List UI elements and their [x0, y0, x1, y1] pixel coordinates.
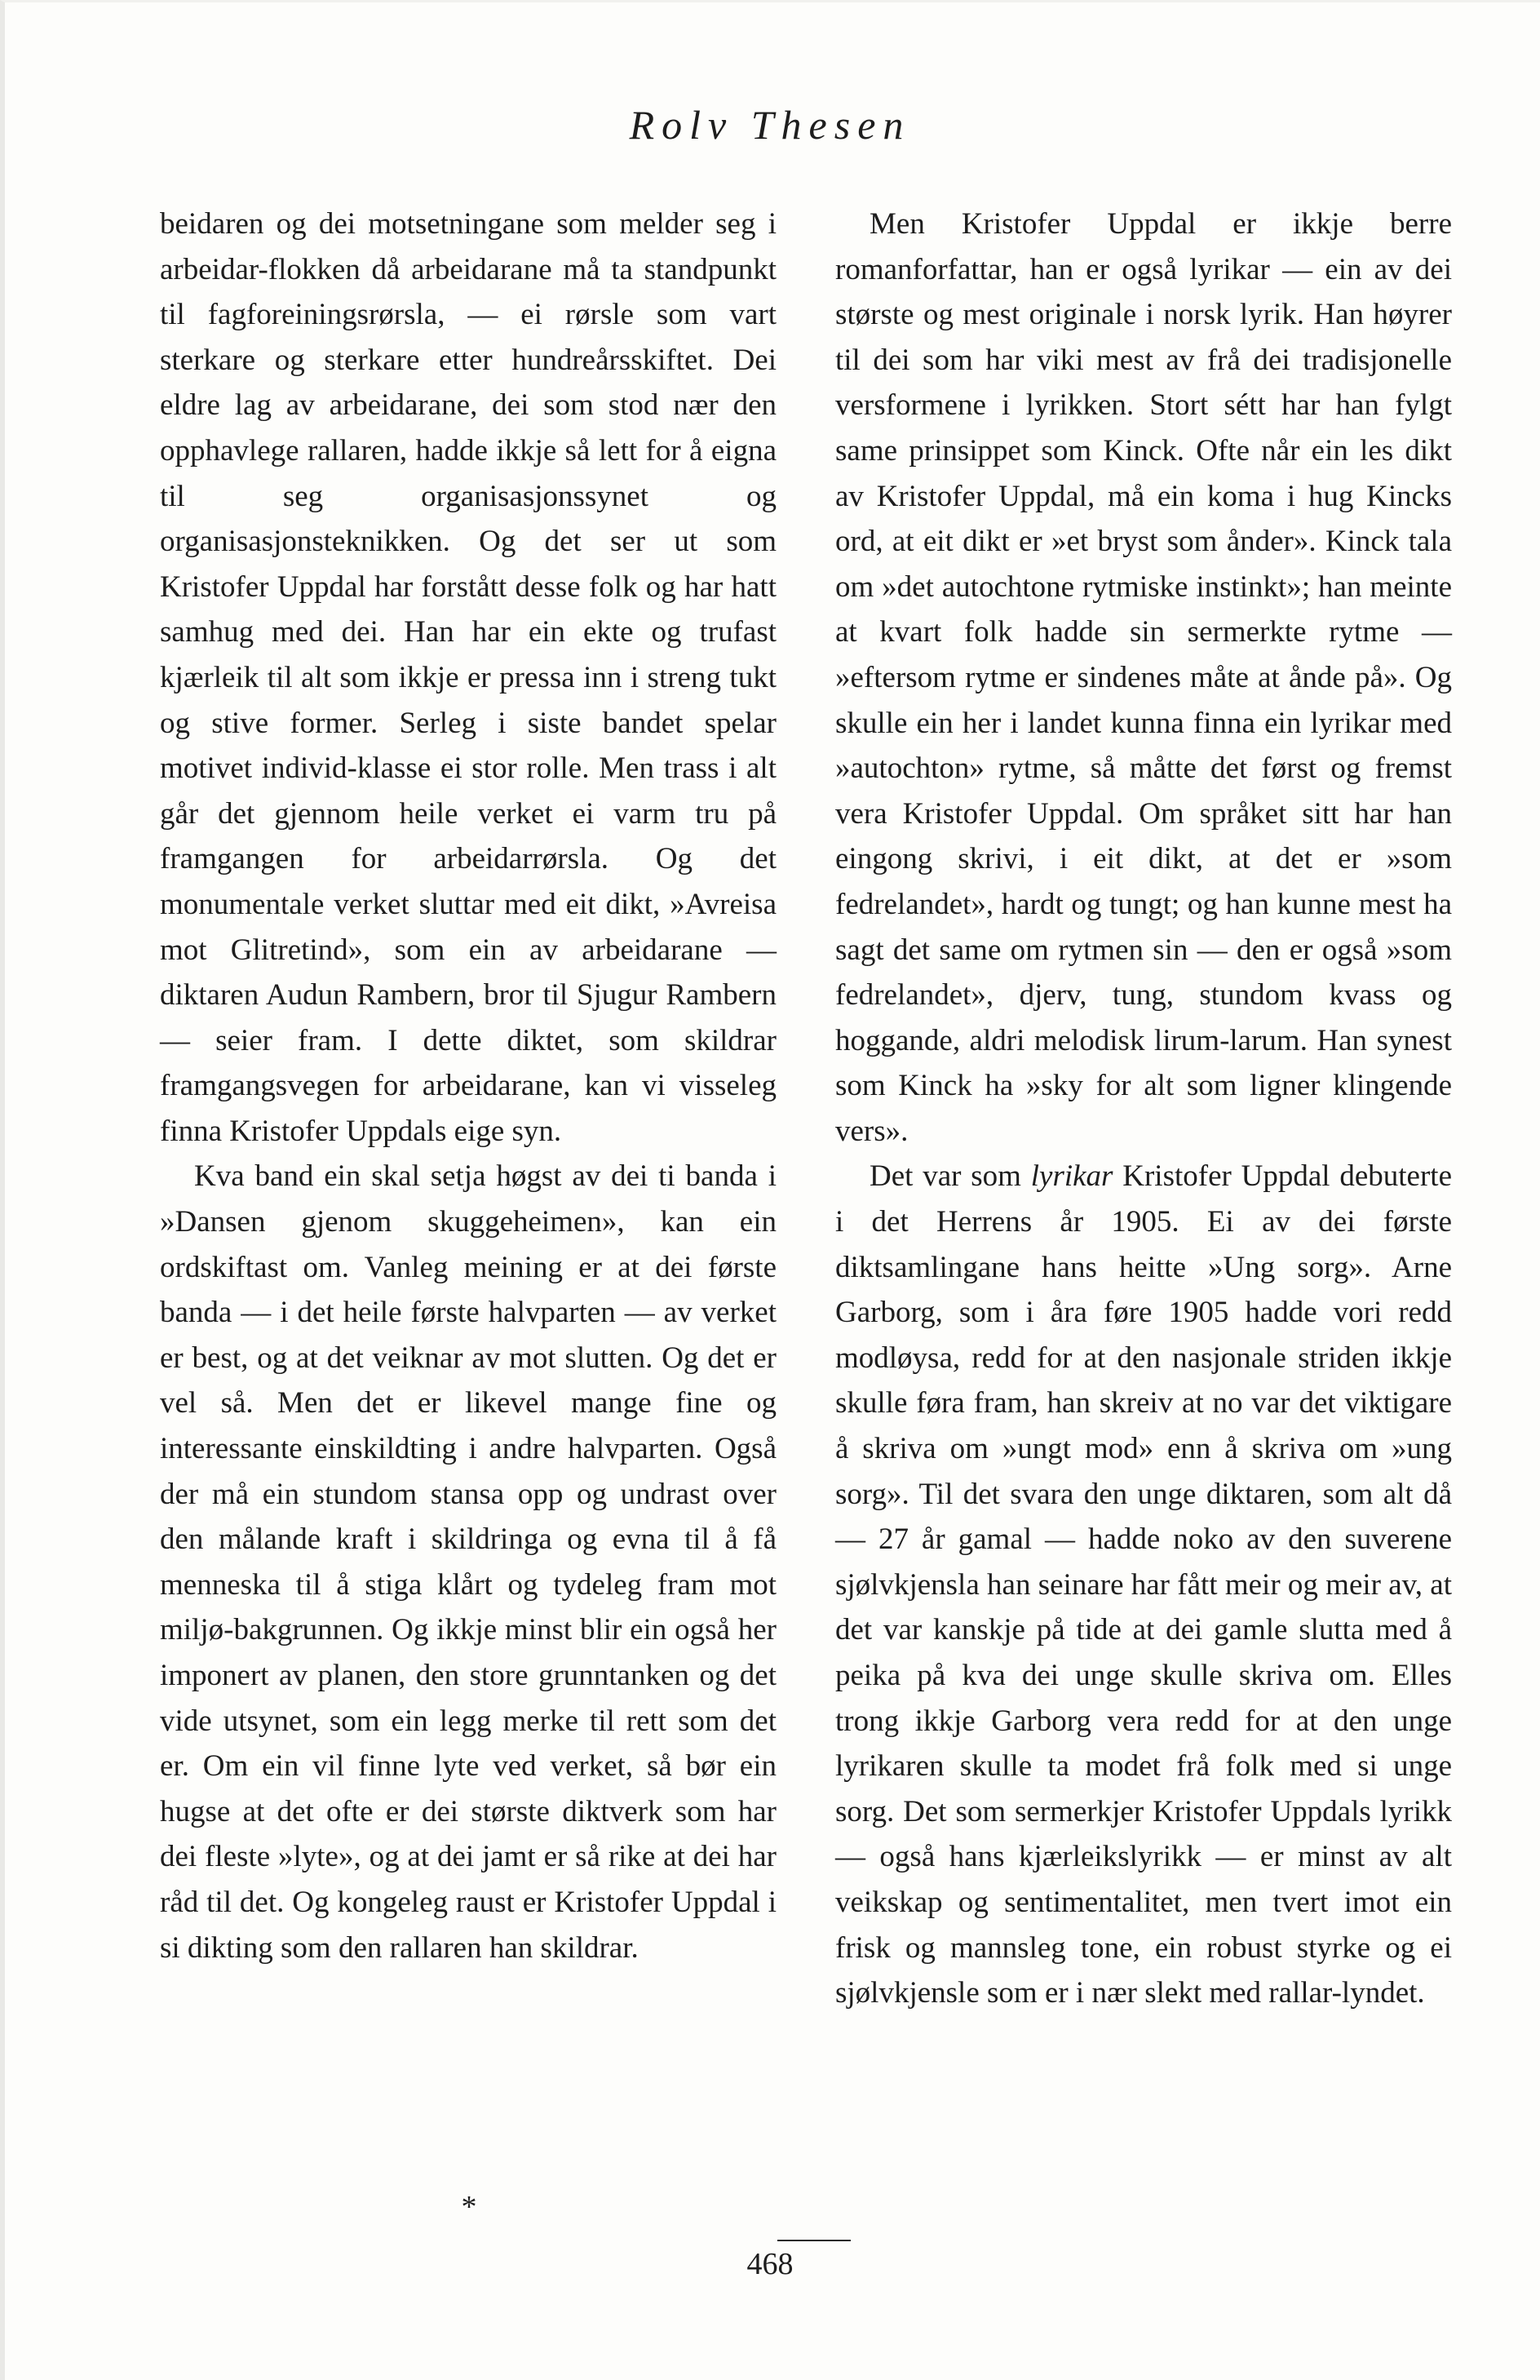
right-paragraph-2-lead: Det var som [870, 1159, 1031, 1194]
page-number: 468 [746, 2247, 794, 2281]
right-paragraph-2-body: Kristofer Uppdal debuterte i det Herrens år 1905. Ei av dei første diktsamlingane hans heitte »Ung sorg». Arne Garborg, som i åra føre 1905 hadde vori redd modløysa, redd for at den nasjonale striden ikkje skulle føra fram, han skreiv at no var det viktigare å skriva om »ungt mod» enn å skriva om »ung sorg». Til det svara den unge diktaren, som alt då — 27 år gamal — hadde noko av den suverene sjølvkjensla han seinare har fått meir og meir av, at det var kanskje på tide at dei gamle slutta med å peika på kva dei unge skulle skriva om. Elles trong ikkje Garborg vera redd for at den unge lyrikaren skulle ta modet frå folk med si unge sorg. Det som sermerkjer Kristofer Uppdals lyrikk — også hans kjærleikslyrikk — er minst av alt veikskap og sentimentalitet, men tvert imot ein frisk og mannsleg tone, ein robust styrke og ei sjølvkjensle som er i nær slekt med rallar-lyndet. [835, 1159, 1452, 2010]
right-paragraph-1: Men Kristofer Uppdal er ikkje berre romanforfattar, han er også lyrikar — ein av dei største og mest originale i norsk lyrik. Han høyrer til dei som har viki mest av frå dei tradisjonelle versformene i lyrikken. Stort sétt har han fylgt same prinsippet som Kinck. Ofte når ein les dikt av Kristofer Uppdal, må ein koma i hug Kincks ord, at eit dikt er »et bryst som ånder». Kinck tala om »det autochtone rytmiske instinkt»; han meinte at kvart folk hadde sin sermerkte rytme — »eftersom rytme er sindenes måte at ånde på». Og skulle ein her i landet kunna finna ein lyrikar med »autochton» rytme, så måtte det først og fremst vera Kristofer Uppdal. Om språket sitt har han eingong skrivi, i eit dikt, at det er »som fedrelandet», hardt og tungt; og han kunne mest ha sagt det same om rytmen sin — den er også »som fedrelandet», djerv, tung, stundom kvass og hoggande, aldri melodisk lirum-larum. Han synest som Kinck ha »sky for alt som ligner klingende vers». [835, 207, 1452, 1148]
left-paragraph-1: beidaren og dei motsetningane som melder seg i arbeidar-flokken då arbeidarane må ta standpunkt til fagforeiningsrørsla, — ei rørsle som vart sterkare og sterkare etter hundreårsskiftet. Dei eldre lag av arbeidarane, dei som stod nær den opphavlege rallaren, hadde ikkje så lett for å eigna til seg organisasjonssynet og organisasjonsteknikken. Og det ser ut som Kristofer Uppdal har forstått desse folk og har hatt samhug med dei. Han har ein ekte og trufast kjærleik til alt som ikkje er pressa inn i streng tukt og stive former. Serleg i siste bandet spelar motivet individ-klasse ei stor rolle. Men trass i alt går det gjennom heile verket ei varm tru på framgangen for arbeidarrørsla. Og det monumentale verket sluttar med eit dikt, »Avreisa mot Glitretind», som ein av arbeidarane — diktaren Audun Rambern, bror til Sjugur Rambern — seier fram. I dette diktet, som skildrar framgangsvegen for arbeidarane, kan vi visseleg finna Kristofer Uppdals eige syn. [160, 207, 777, 1148]
right-paragraph-2 [835, 1154, 1452, 2015]
right-column [835, 202, 1452, 2016]
emphasis-lyrikar: lyrikar [1030, 1159, 1113, 1194]
left-column [160, 202, 777, 1970]
left-paragraph-2: Kva band ein skal setja høgst av dei ti banda i »Dansen gjenom skuggeheimen», kan ein ordskiftast om. Vanleg meining er at dei første banda — i det heile første halvparten — av verket er best, og at det veiknar av mot slutten. Og det er vel så. Men det er likevel mange fine og interessante einskildting i andre halvparten. Også der må ein stundom stansa opp og undrast over den målande kraft i skildringa og evna til å få menneska til å stiga klårt og tydeleg fram mot miljø-bakgrunnen. Og ikkje minst blir ein også her imponert av planen, den store grunntanken og det vide utsynet, som ein legg merke til rett som det er. Om ein vil finne lyte ved verket, så bør ein hugse at det ofte er dei største diktverk som har dei fleste »lyte», og at dei jamt er så rike at dei har råd til det. Og kongeleg raust er Kristofer Uppdal i si dikting som den rallaren han skildrar. [160, 1159, 777, 1965]
section-break-asterisk: * [461, 2190, 477, 2224]
page-number-rule [777, 2240, 851, 2241]
running-header: Rolv Thesen [629, 102, 911, 148]
